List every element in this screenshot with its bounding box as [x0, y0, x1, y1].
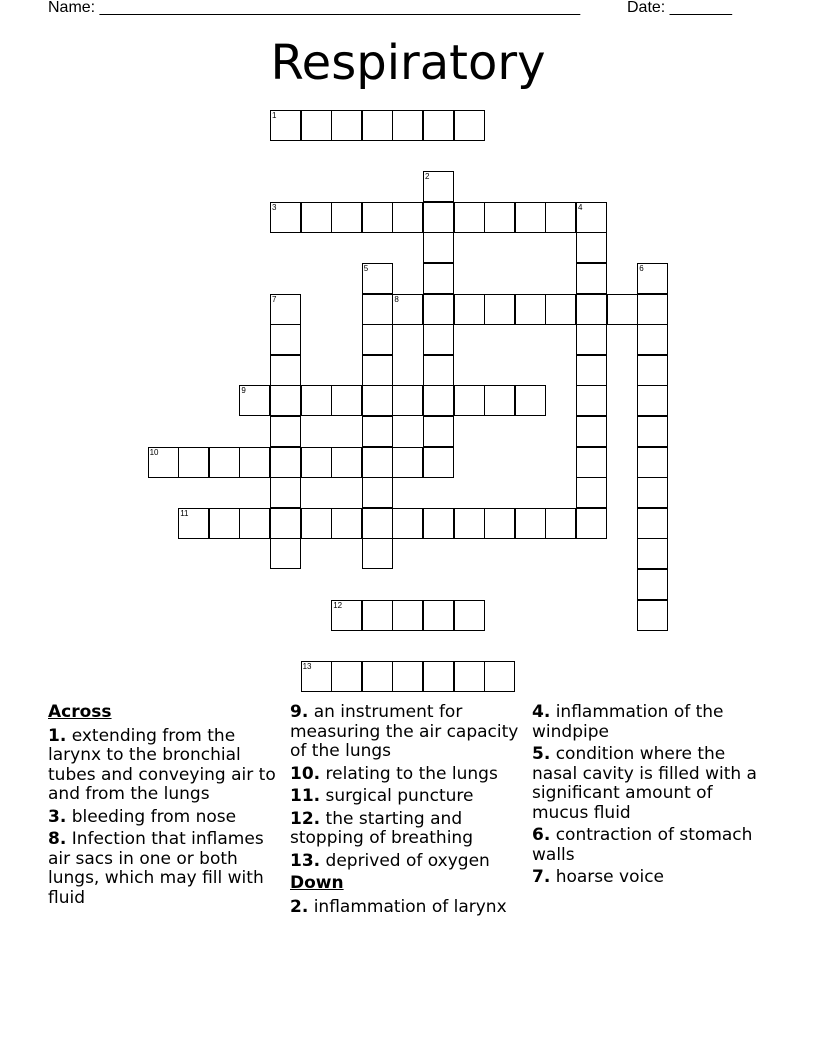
crossword-cell[interactable]: [392, 294, 423, 325]
crossword-cell[interactable]: [484, 508, 515, 539]
crossword-cell[interactable]: [607, 294, 638, 325]
clue-number: 6.: [532, 825, 551, 845]
crossword-cell[interactable]: [270, 508, 301, 539]
clue-text: the starting and stopping of breathing: [290, 808, 473, 848]
crossword-cell[interactable]: [392, 600, 423, 631]
cell-number: 9: [241, 386, 246, 396]
crossword-cell[interactable]: [362, 477, 393, 508]
crossword-cell[interactable]: [423, 600, 454, 631]
crossword-cell[interactable]: [545, 202, 576, 233]
crossword-cell[interactable]: [362, 600, 393, 631]
crossword-cell[interactable]: [239, 447, 270, 478]
clue-down-7: [532, 868, 772, 888]
crossword-cell[interactable]: [392, 202, 423, 233]
clue-text: inflammation of the windpipe: [532, 702, 724, 742]
crossword-cell[interactable]: [637, 508, 668, 539]
cell-number: 8: [394, 294, 399, 304]
crossword-cell[interactable]: [301, 202, 332, 233]
crossword-cell[interactable]: [423, 416, 454, 447]
crossword-cell[interactable]: [484, 385, 515, 416]
crossword-cell[interactable]: [301, 447, 332, 478]
clue-across-1: [48, 727, 286, 805]
crossword-cell[interactable]: [331, 202, 362, 233]
crossword-cell[interactable]: [239, 385, 270, 416]
crossword-cell[interactable]: [270, 447, 301, 478]
cell-number: 2: [425, 172, 430, 182]
crossword-cell[interactable]: [362, 416, 393, 447]
crossword-cell[interactable]: [362, 263, 393, 294]
crossword-cell[interactable]: [576, 232, 607, 263]
cell-number: 11: [180, 508, 189, 518]
crossword-cell[interactable]: [423, 324, 454, 355]
clue-number: 7.: [532, 867, 551, 887]
crossword-cell[interactable]: [484, 661, 515, 692]
crossword-cell[interactable]: [178, 447, 209, 478]
clue-down-2: [290, 898, 530, 918]
cell-number: 6: [639, 264, 644, 273]
crossword-cell[interactable]: [576, 385, 607, 416]
crossword-cell[interactable]: [637, 569, 668, 600]
clue-number: 2.: [290, 896, 309, 917]
crossword-cell[interactable]: [484, 202, 515, 233]
clue-text: Infection that inflames air sacs in one or both lungs, which may fill with fluid: [48, 829, 264, 908]
cell-number: 10: [149, 447, 159, 457]
crossword-cell[interactable]: [454, 294, 485, 325]
crossword-cell[interactable]: [362, 538, 393, 569]
clues-column-2: [290, 703, 530, 920]
crossword-cell[interactable]: [454, 661, 485, 692]
clue-text: an instrument for measuring the air capacity of the lungs: [290, 702, 519, 761]
clue-down-5: [532, 745, 772, 823]
crossword-cell[interactable]: [545, 294, 576, 325]
clue-number: 1.: [48, 725, 67, 746]
crossword-cell[interactable]: [454, 110, 485, 141]
crossword-cell[interactable]: [270, 385, 301, 416]
crossword-cell[interactable]: [515, 202, 546, 233]
crossword-cell[interactable]: [270, 202, 301, 233]
crossword-cell[interactable]: [637, 324, 668, 355]
clue-text: contraction of stomach walls: [532, 825, 753, 865]
crossword-cell[interactable]: [423, 263, 454, 294]
crossword-cell[interactable]: [576, 263, 607, 294]
clue-across-8: [48, 830, 286, 908]
clue-number: 11.: [290, 786, 321, 806]
clue-text: extending from the larynx to the bronchial tubes and conveying air to and from the lungs: [48, 725, 276, 804]
crossword-cell[interactable]: [301, 110, 332, 141]
crossword-cell[interactable]: [423, 294, 454, 325]
crossword-cell[interactable]: [637, 447, 668, 478]
crossword-cell[interactable]: [576, 416, 607, 447]
cell-number: 7: [272, 294, 277, 304]
crossword-cell[interactable]: [362, 508, 393, 539]
clue-text: deprived of oxygen: [325, 850, 490, 871]
crossword-cell[interactable]: [301, 661, 332, 692]
crossword-cell[interactable]: [331, 385, 362, 416]
crossword-cell[interactable]: [331, 600, 362, 631]
crossword-cell[interactable]: [423, 202, 454, 233]
clue-number: 9.: [290, 702, 309, 722]
cell-number: 4: [578, 202, 583, 212]
crossword-cell[interactable]: [392, 447, 423, 478]
crossword-cell[interactable]: [392, 661, 423, 692]
crossword-cell[interactable]: [209, 447, 240, 478]
crossword-cell[interactable]: [270, 324, 301, 355]
cell-number: 5: [363, 264, 369, 273]
crossword-cell[interactable]: [209, 508, 240, 539]
clue-text: condition where the nasal cavity is filled with a significant amount of mucus fluid: [532, 744, 757, 823]
crossword-cell[interactable]: [362, 202, 393, 233]
crossword-cell[interactable]: [576, 508, 607, 539]
down-heading: Down: [290, 873, 344, 893]
crossword-cell[interactable]: [270, 477, 301, 508]
crossword-cell[interactable]: [576, 355, 607, 386]
crossword-cell[interactable]: [576, 324, 607, 355]
crossword-cell[interactable]: [331, 508, 362, 539]
crossword-cell[interactable]: [331, 447, 362, 478]
clue-number: 12.: [290, 808, 321, 829]
crossword-cell[interactable]: [637, 416, 668, 447]
clue-across-12: [290, 810, 530, 849]
crossword-cell[interactable]: [423, 232, 454, 263]
crossword-cell[interactable]: [270, 416, 301, 447]
clue-across-3: [48, 808, 286, 828]
clue-across-13: [290, 852, 530, 872]
crossword-cell[interactable]: [423, 385, 454, 416]
clue-number: 4.: [532, 702, 551, 722]
crossword-cell[interactable]: [331, 110, 362, 141]
crossword-cell[interactable]: [270, 294, 301, 325]
page-title: Respiratory: [270, 35, 546, 91]
crossword-cell[interactable]: [637, 263, 668, 294]
clues-column-3: [532, 703, 772, 891]
name-field-label: Name: ______________________________________________________: [48, 0, 581, 16]
cell-number: 3: [272, 202, 277, 212]
crossword-cell[interactable]: [270, 110, 301, 141]
crossword-cell[interactable]: [362, 385, 393, 416]
crossword-cell[interactable]: [362, 355, 393, 386]
crossword-cell[interactable]: [423, 171, 454, 202]
crossword-cell[interactable]: [637, 294, 668, 325]
clue-across-10: [290, 765, 530, 785]
crossword-cell[interactable]: [515, 294, 546, 325]
crossword-cell[interactable]: [576, 202, 607, 233]
crossword-cell[interactable]: [423, 355, 454, 386]
clue-number: 3.: [48, 806, 67, 827]
crossword-cell[interactable]: [362, 661, 393, 692]
clues-column-1: [48, 703, 286, 911]
crossword-cell[interactable]: [454, 600, 485, 631]
clue-across-11: [290, 787, 530, 807]
crossword-cell[interactable]: [454, 202, 485, 233]
crossword-cell[interactable]: [392, 508, 423, 539]
clue-number: 8.: [48, 829, 67, 849]
crossword-cell[interactable]: [423, 508, 454, 539]
cell-number: 13: [302, 661, 312, 671]
crossword-cell[interactable]: [576, 447, 607, 478]
clue-number: 5.: [532, 744, 551, 764]
crossword-cell[interactable]: [515, 385, 546, 416]
crossword-cell[interactable]: [637, 477, 668, 508]
clue-text: inflammation of larynx: [313, 896, 507, 917]
crossword-cell[interactable]: [392, 110, 423, 141]
crossword-cell[interactable]: [239, 508, 270, 539]
crossword-cell[interactable]: [362, 110, 393, 141]
crossword-cell[interactable]: [148, 447, 179, 478]
crossword-cell[interactable]: [515, 508, 546, 539]
crossword-cell[interactable]: [637, 355, 668, 386]
across-heading: Across: [48, 702, 112, 722]
clue-down-4: [532, 703, 772, 742]
clue-down-6: [532, 826, 772, 865]
crossword-cell[interactable]: [362, 447, 393, 478]
crossword-cell[interactable]: [331, 661, 362, 692]
cell-number: 1: [272, 111, 277, 120]
clue-text: bleeding from nose: [71, 806, 237, 827]
clue-text: surgical puncture: [325, 786, 474, 806]
crossword-cell[interactable]: [454, 385, 485, 416]
crossword-cell[interactable]: [484, 294, 515, 325]
cell-number: 12: [333, 600, 343, 610]
clue-number: 13.: [290, 850, 321, 871]
clue-text: relating to the lungs: [325, 763, 498, 784]
clue-across-9: [290, 703, 530, 762]
crossword-cell[interactable]: [362, 324, 393, 355]
crossword-cell[interactable]: [178, 508, 209, 539]
clue-text: hoarse voice: [555, 867, 664, 887]
crossword-cell[interactable]: [392, 385, 423, 416]
crossword-cell[interactable]: [270, 538, 301, 569]
crossword-cell[interactable]: [637, 385, 668, 416]
crossword-cell[interactable]: [637, 538, 668, 569]
crossword-cell[interactable]: [270, 355, 301, 386]
crossword-cell[interactable]: [423, 447, 454, 478]
crossword-cell[interactable]: [423, 110, 454, 141]
crossword-cell[interactable]: [301, 385, 332, 416]
crossword-cell[interactable]: [576, 477, 607, 508]
crossword-cell[interactable]: [454, 508, 485, 539]
crossword-cell[interactable]: [545, 508, 576, 539]
crossword-cell[interactable]: [637, 600, 668, 631]
crossword-cell[interactable]: [423, 661, 454, 692]
crossword-cell[interactable]: [576, 294, 607, 325]
date-field-label: Date: _______: [627, 0, 732, 16]
crossword-cell[interactable]: [362, 294, 393, 325]
crossword-cell[interactable]: [301, 508, 332, 539]
clue-number: 10.: [290, 763, 321, 784]
